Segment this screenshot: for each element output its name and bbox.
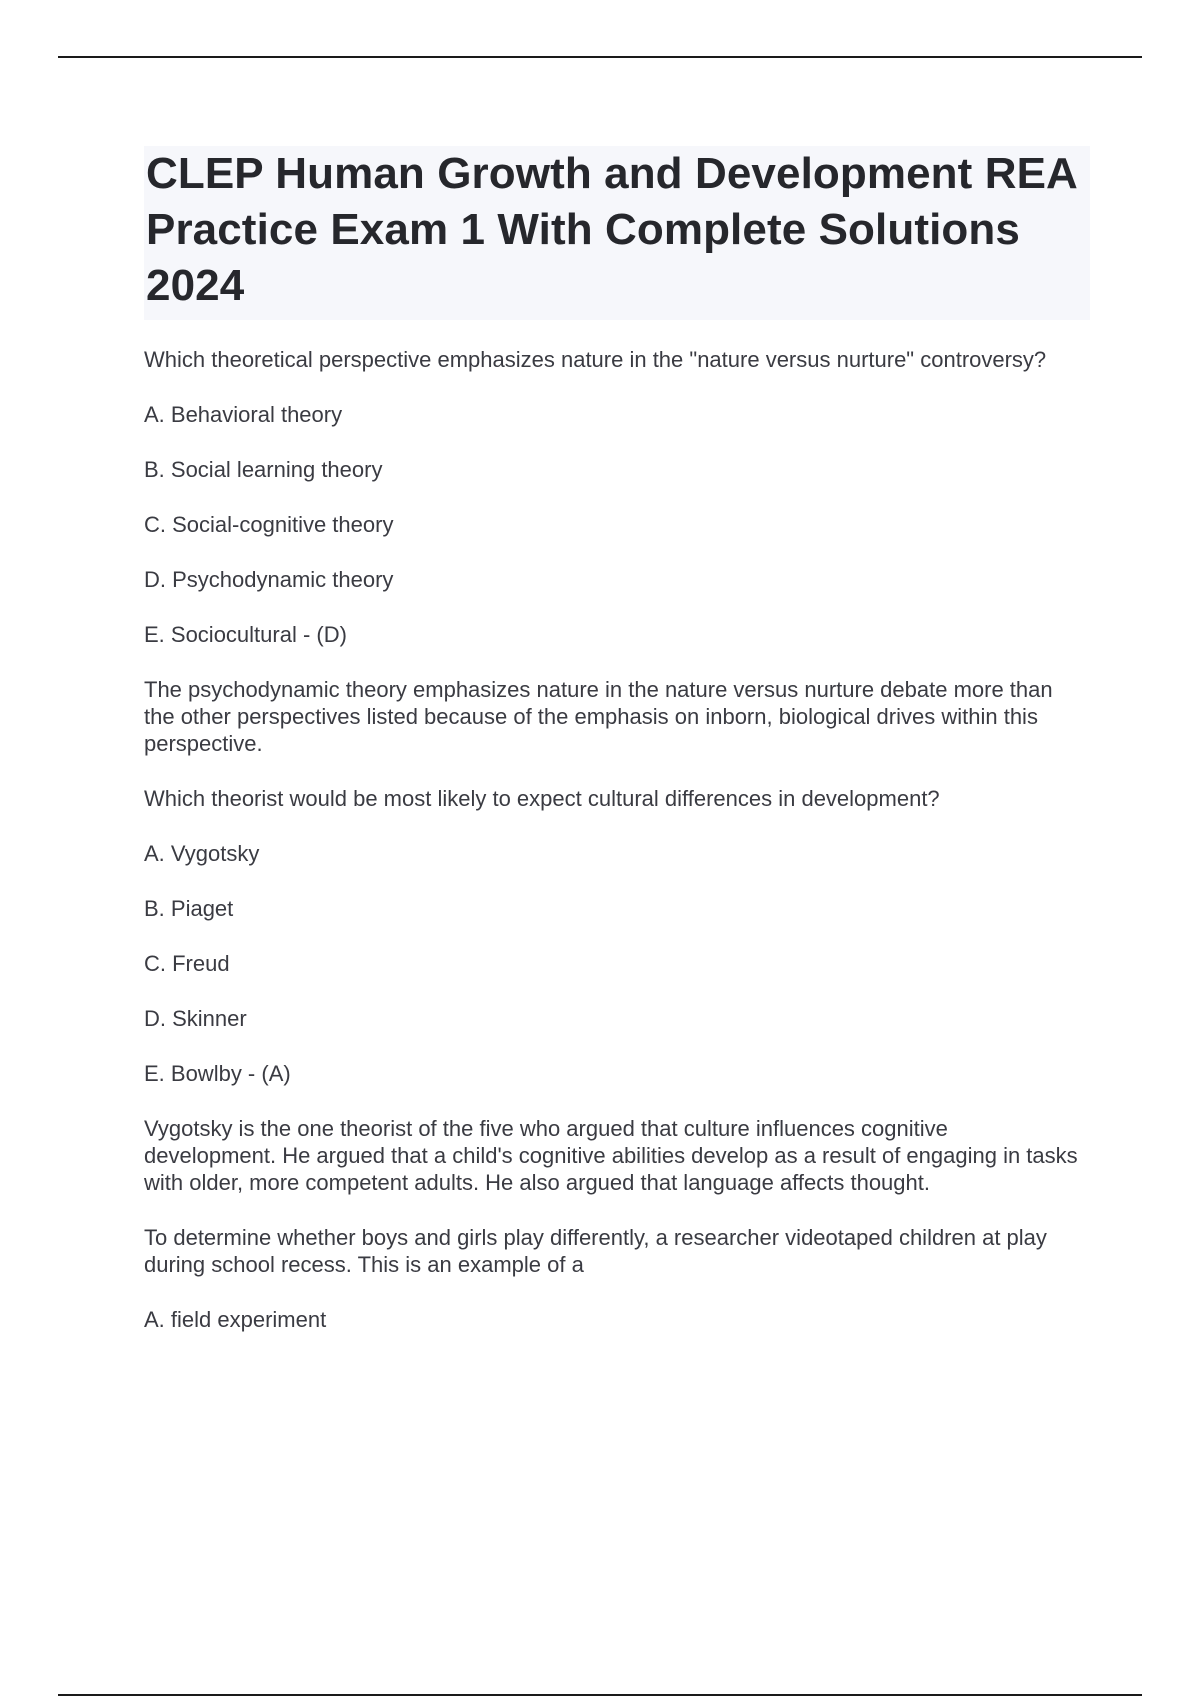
answer-option: A. Vygotsky: [144, 841, 260, 866]
answer-option: A. field experiment: [144, 1307, 327, 1332]
question-text: To determine whether boys and girls play differently, a researcher videotaped children at play during school recess. This is an example of a: [144, 1225, 1047, 1277]
answer-option: B. Piaget: [144, 896, 234, 921]
question-block-3: [144, 1224, 1090, 1333]
question-block-1: [144, 346, 1090, 757]
document-title: CLEP Human Growth and Development REA Practice Exam 1 With Complete Solutions 2024: [144, 146, 1090, 320]
top-rule: [58, 56, 1142, 58]
answer-option: B. Social learning theory: [144, 457, 383, 482]
document-body: [144, 146, 1090, 1361]
answer-option: C. Social-cognitive theory: [144, 512, 394, 537]
answer-option: D. Skinner: [144, 1006, 247, 1031]
bottom-rule: [58, 1694, 1142, 1696]
answer-option: D. Psychodynamic theory: [144, 567, 394, 592]
answer-option: E. Sociocultural - (D): [144, 622, 347, 647]
question-text: Which theorist would be most likely to expect cultural differences in development?: [144, 786, 940, 811]
explanation-text: Vygotsky is the one theorist of the five who argued that culture influences cognitive development. He argued that a child's cognitive abilities develop as a result of engaging in tasks with older, more competent adults. He also argued that language affects thought.: [144, 1116, 1078, 1195]
explanation-text: The psychodynamic theory emphasizes nature in the nature versus nurture debate more than the other perspectives listed because of the emphasis on inborn, biological drives within this perspective.: [144, 677, 1053, 756]
answer-option: C. Freud: [144, 951, 230, 976]
question-block-2: [144, 785, 1090, 1196]
question-text: Which theoretical perspective emphasizes nature in the "nature versus nurture" controversy?: [144, 347, 1047, 372]
answer-option: E. Bowlby - (A): [144, 1061, 291, 1086]
answer-option: A. Behavioral theory: [144, 402, 343, 427]
